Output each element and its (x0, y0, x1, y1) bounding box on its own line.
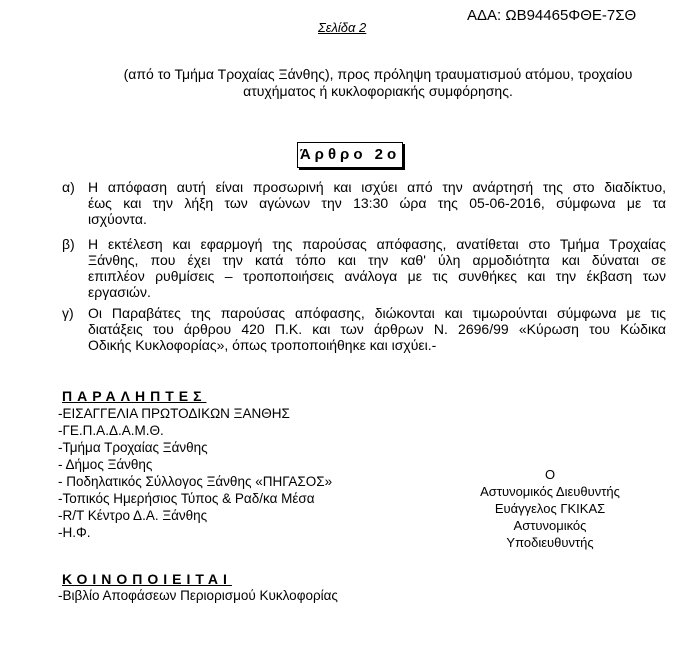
item-a-letter: α) (62, 179, 75, 195)
item-c-line-1: Οι Παραβάτες της παρούσας απόφασης, διώκονται και τιμωρούνται σύμφωνα με τις (88, 305, 666, 321)
item-b-line-3: επιπλέον ρυθμίσεις – τροποποιήσεις ανάλογα με τις συνθήκες και την έκβαση των (88, 268, 666, 284)
recipient-item: -Τμήμα Τροχαίας Ξάνθης (58, 440, 208, 455)
recipients-heading: ΠΑΡΑΛΗΠΤΕΣ (62, 388, 207, 404)
item-a-text (88, 179, 666, 227)
notified-item: -Βιβλίο Αποφάσεων Περιορισμού Κυκλοφορίας (58, 588, 338, 603)
signature-line: Αστυνομικός (513, 518, 587, 533)
recipient-item: -R/T Κέντρο Δ.Α. Ξάνθης (58, 508, 208, 523)
page-number-label: Σελίδα 2 (318, 20, 367, 35)
item-a-line-3: ισχύοντα. (88, 211, 147, 227)
signature-line: Αστυνομικός Διευθυντής (480, 484, 620, 499)
recipient-item: -Τοπικός Ημερήσιος Τύπος & Ραδ/κα Μέσα (58, 491, 315, 506)
item-b-line-2: Ξάνθης, που έχει την κατά τόπο και την καθ' ύλη αρμοδιότητα και δύναται σε (88, 252, 666, 268)
recipient-item: - Δήμος Ξάνθης (58, 457, 153, 472)
item-a-line-2: έως και την λήξη των αγώνων την 13:30 ώρα της 05-06-2016, σύμφωνα με τα (88, 195, 666, 211)
item-c-line-2: διατάξεις του άρθρου 420 Π.Κ. και των άρθρων Ν. 2696/99 «Κύρωση του Κώδικα (88, 321, 666, 337)
recipient-item: -ΕΙΣΑΓΓΕΛΙΑ ΠΡΩΤΟΔΙΚΩΝ ΞΑΝΘΗΣ (58, 406, 290, 421)
signature-line: Ο (544, 467, 556, 482)
item-c-letter: γ) (62, 305, 74, 321)
ada-code: ΑΔΑ: ΩΒ94465ΦΘΕ-7ΣΘ (467, 7, 637, 24)
item-a-line-1: Η απόφαση αυτή είναι προσωρινή και ισχύει από την ανάρτησή της στο διαδίκτυο, (88, 179, 666, 195)
recipient-item: - Ποδηλατικός Σύλλογος Ξάνθης «ΠΗΓΑΣΟΣ» (58, 474, 333, 489)
signature-line: Υποδιευθυντής (506, 535, 594, 550)
intro-line-1: (από το Τμήμα Τροχαίας Ξάνθης), προς πρόληψη τραυματισμού ατόμου, τροχαίου (123, 66, 633, 82)
item-b-text (88, 236, 666, 300)
item-c-text (88, 305, 666, 353)
intro-line-2: ατυχήματος ή κυκλοφοριακής συμφόρησης. (243, 83, 513, 99)
notified-heading: ΚΟΙΝΟΠΟΙΕΙΤΑΙ (62, 571, 232, 587)
recipient-item: -Η.Φ. (58, 525, 91, 540)
item-b-line-4: εργασιών. (88, 284, 151, 300)
signature-line: Ευάγγελος ΓΚΙΚΑΣ (494, 501, 606, 516)
item-c-line-3: Οδικής Κυκλοφορίας», όπως τροποποιήθηκε και ισχύει.- (88, 337, 437, 353)
item-b-line-1: Η εκτέλεση και εφαρμογή της παρούσας απόφασης, ανατίθεται στο Τμήμα Τροχαίας (88, 236, 666, 252)
recipient-item: -ΓΕ.Π.Α.Δ.Α.Μ.Θ. (58, 423, 164, 438)
article-title: Άρθρο 2ο (297, 142, 403, 168)
item-b-letter: β) (62, 236, 75, 252)
